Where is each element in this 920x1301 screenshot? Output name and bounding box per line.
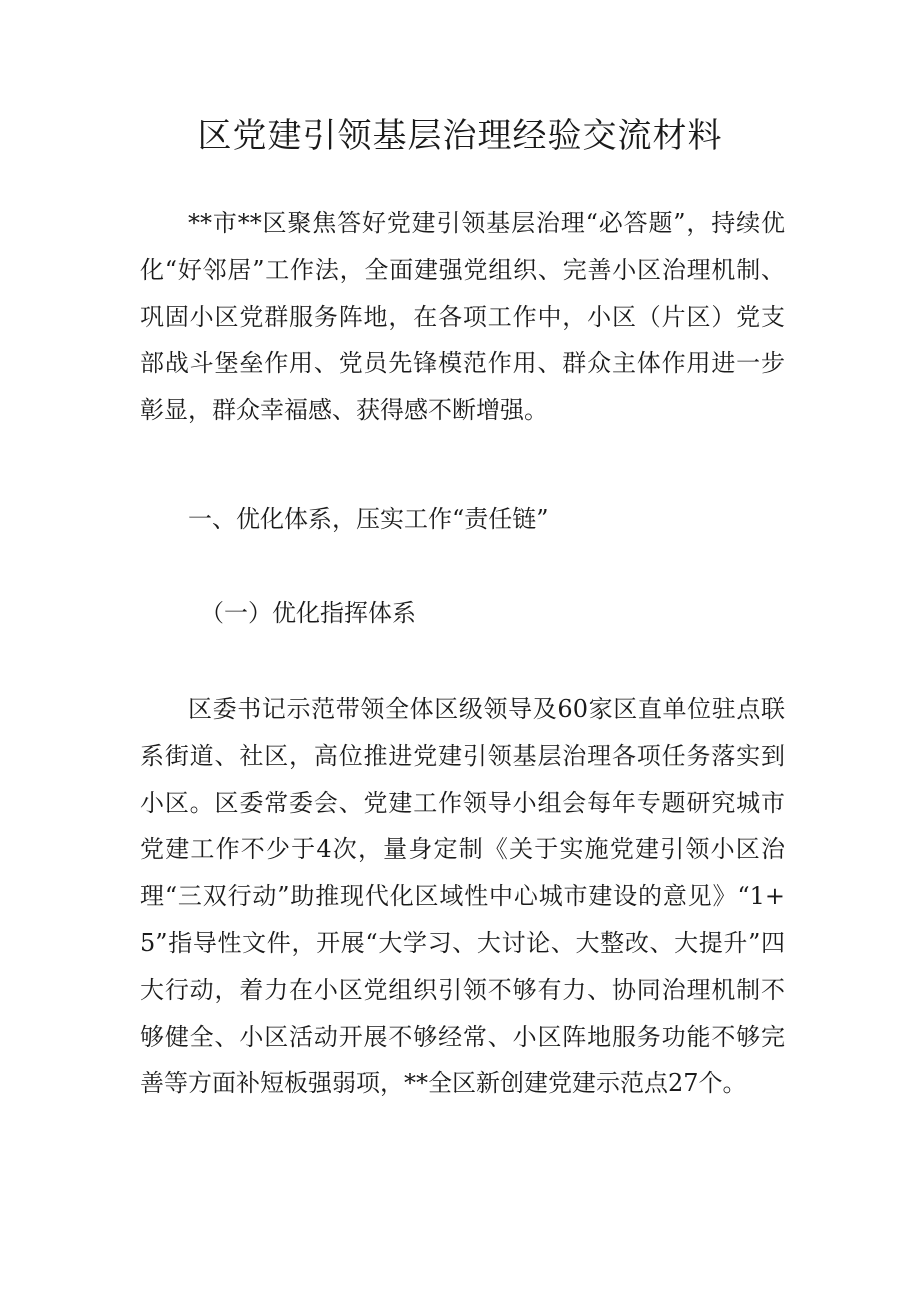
subsection-paragraph: 区委书记示范带领全体区级领导及60家区直单位驻点联系街道、社区，高位推进党建引领基层治理各项任务落实到小区。区委常委会、党建工作领导小组会每年专题研究城市党建工作不少于4次，量身定制《关于实施党建引领小区治理“三双行动”助推现代化区域性中心城市建设的意见》“1+5”指导性文件，开展“大学习、大讨论、大整改、大提升”四大行动，着力在小区党组织引领不够有力、协同治理机制不够健全、小区活动开展不够经常、小区阵地服务功能不够完善等方面补短板强弱项，**全区新创建党建示范点27个。	[140, 695, 785, 1098]
subsection-heading: （一）优化指挥体系	[200, 599, 416, 627]
intro-paragraph: **市**区聚焦答好党建引领基层治理“必答题”，持续优化“好邻居”工作法，全面建强党组织、完善小区治理机制、巩固小区党群服务阵地，在各项工作中，小区（片区）党支部战斗堡垒作用、党员先锋模范作用、群众主体作用进一步彰显，群众幸福感、获得感不断增强。	[140, 209, 785, 425]
document-title: 区党建引领基层治理经验交流材料	[197, 116, 723, 156]
section-heading: 一、优化体系，压实工作“责任链”	[188, 505, 549, 533]
